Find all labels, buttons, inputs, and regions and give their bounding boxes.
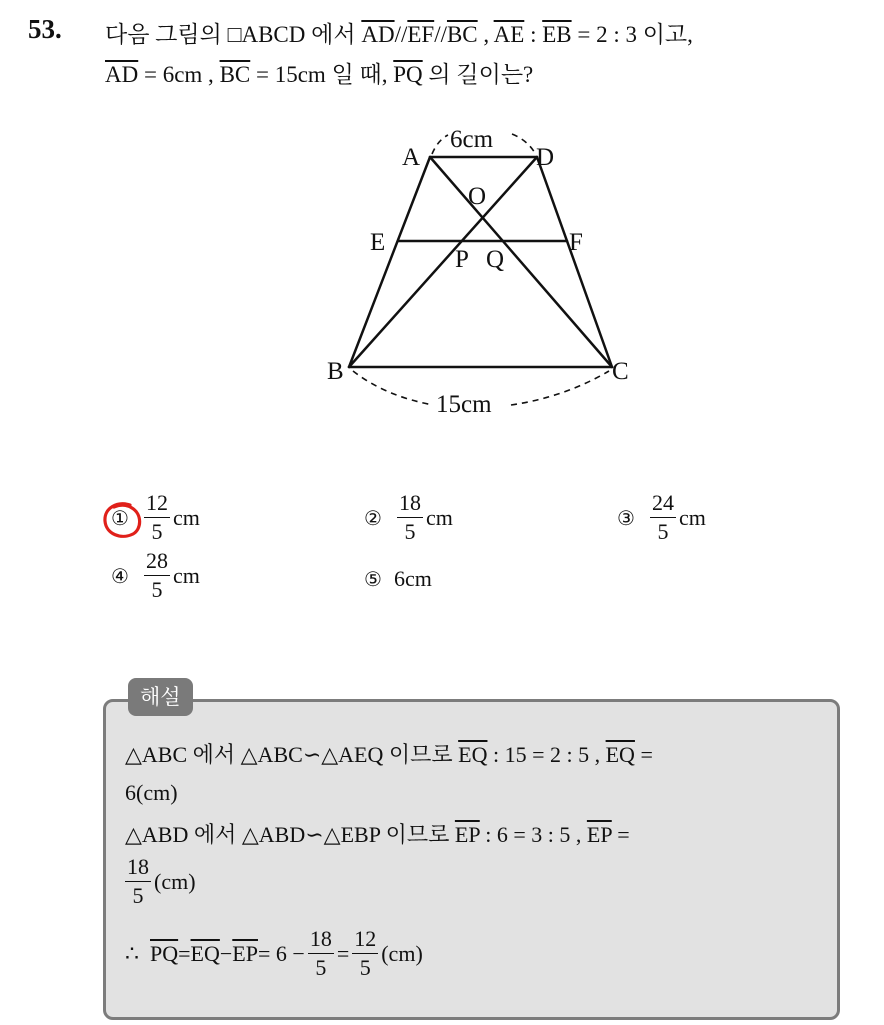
- solution-tag: 해설: [128, 678, 193, 716]
- choice-1-unit: cm: [172, 504, 200, 530]
- question-line-2: $\overline{AD} = 6cm$ , $\overline{BC} = 15cm$ 일 때, $\overline{PQ}$ 의 길이는?: [105, 62, 534, 87]
- solution-line-1: △ABC 에서 △ABC∽△AEQ 이므로 $\overline{EQ}$ : 15 = 2 : 5 , $\overline{EQ}$ =: [125, 742, 653, 767]
- choice-4-fraction: $\frac{28}{5}$: [145, 548, 168, 602]
- choice-3-mark: ③: [617, 505, 635, 530]
- bc-dash-left: [353, 371, 433, 405]
- label-p: P: [455, 246, 469, 273]
- label-b: B: [327, 358, 344, 385]
- label-d: D: [536, 144, 555, 171]
- choice-2-fraction: $\frac{18}{5}$: [398, 490, 421, 544]
- choice-5[interactable]: [364, 566, 432, 592]
- segment-dc: [537, 157, 612, 367]
- selected-answer-circle: [99, 498, 147, 544]
- choice-2[interactable]: [364, 492, 453, 543]
- question-line-1: 다음 그림의 □ABCD 에서 $\overline{AD}//\overline{EF}//\overline{BC}$ , $\overline{AE}$ : $\overline{EB} = 2$ : 3 이고,: [105, 22, 693, 47]
- solution-fraction-2: $\frac{12}{5}$: [354, 926, 377, 980]
- solution-fraction-18-5: $\frac{18}{5}$: [127, 854, 149, 908]
- trapezoid-figure: [0, 0, 884, 470]
- choice-3-unit: cm: [678, 504, 706, 530]
- solution-line-5: ∴ $\overline{PQ}$ = $\overline{EQ}$ − $\overline{EP}$ = 6 − $\frac{18}{5}$ = $\frac{12}{5}$ (cm): [125, 926, 423, 980]
- choice-3[interactable]: [617, 492, 706, 543]
- solution-fraction-1: $\frac{18}{5}$: [309, 926, 332, 980]
- segment-ab: [349, 157, 430, 367]
- choice-4[interactable]: [111, 550, 200, 601]
- choice-5-mark: ⑤: [364, 567, 382, 591]
- ad-dash-left: [432, 135, 448, 154]
- choice-3-fraction: $\frac{24}{5}$: [651, 490, 674, 544]
- diagonal-bd: [349, 157, 537, 367]
- choice-1-fraction: $\frac{12}{5}$: [145, 490, 168, 544]
- label-o: O: [468, 183, 487, 210]
- choice-5-text: 6cm: [393, 566, 432, 591]
- label-ad-length: 6cm: [450, 126, 494, 153]
- choice-4-mark: ④: [111, 563, 129, 588]
- solution-line-4: $\frac{18}{5}$ (cm): [127, 854, 196, 908]
- label-c: C: [612, 358, 629, 385]
- choice-1-mark: ①: [111, 505, 129, 530]
- label-bc-length: 15cm: [436, 391, 492, 418]
- label-f: F: [569, 229, 583, 256]
- label-a: A: [402, 144, 421, 171]
- question-number: 53.: [28, 14, 62, 44]
- bc-dash-right: [511, 371, 609, 405]
- solution-line-3: △ABD 에서 △ABD∽△EBP 이므로 $\overline{EP}$ : 6 = 3 : 5 , $\overline{EP}$ =: [125, 822, 630, 847]
- label-e: E: [370, 229, 386, 256]
- choice-4-unit: cm: [172, 562, 200, 588]
- choice-2-unit: cm: [425, 504, 453, 530]
- ad-dash-right: [512, 134, 535, 153]
- choice-2-mark: ②: [364, 505, 382, 530]
- label-q: Q: [486, 246, 505, 273]
- solution-line-2: 6(cm): [125, 780, 178, 805]
